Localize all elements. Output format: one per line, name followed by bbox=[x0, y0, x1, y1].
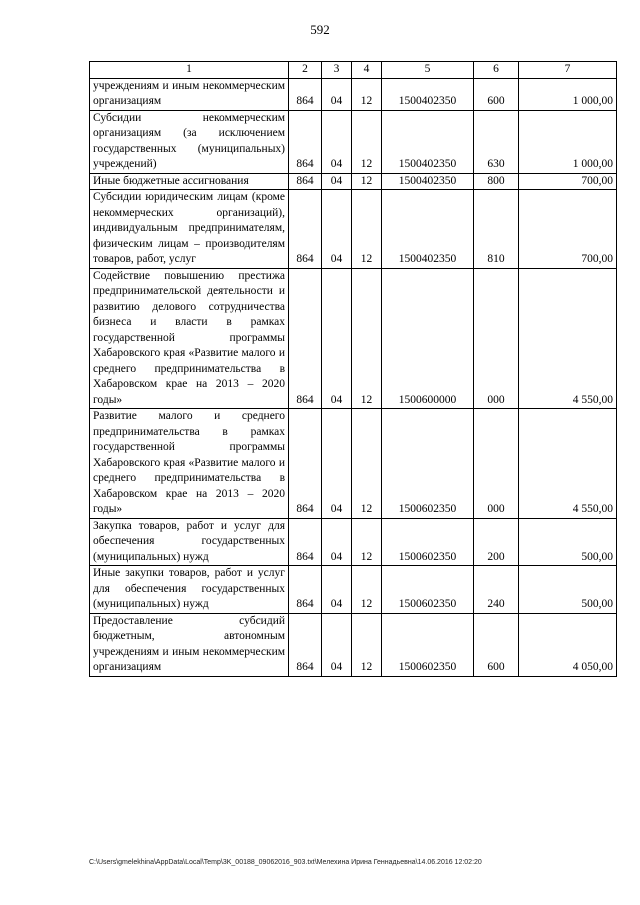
row-name-cell: Содействие повышению престижа предпринимательской деятельности и развитию делового сотрудничества бизнеса и власти в рамках государственной программы Хабаровского края «Развитие малого и среднего предпринимательства в Хабаровском крае на 2013 – 2020 годы» bbox=[90, 268, 289, 409]
target-article-cell: 1500600000 bbox=[382, 268, 474, 409]
subsection-cell: 12 bbox=[352, 409, 382, 519]
admin-code-cell: 864 bbox=[289, 173, 322, 190]
amount-cell: 500,00 bbox=[519, 566, 617, 614]
admin-code-cell: 864 bbox=[289, 78, 322, 110]
admin-code-cell: 864 bbox=[289, 518, 322, 566]
row-name-cell: Развитие малого и среднего предпринимательства в рамках государственной программы Хабаровского края «Развитие малого и среднего предпринимательства в Хабаровском крае на 2013 – 2020 годы» bbox=[90, 409, 289, 519]
amount-cell: 4 550,00 bbox=[519, 409, 617, 519]
column-header: 2 bbox=[289, 62, 322, 79]
expense-type-cell: 630 bbox=[474, 110, 519, 173]
target-article-cell: 1500402350 bbox=[382, 190, 474, 269]
admin-code-cell: 864 bbox=[289, 566, 322, 614]
amount-cell: 500,00 bbox=[519, 518, 617, 566]
section-cell: 04 bbox=[322, 409, 352, 519]
section-cell: 04 bbox=[322, 190, 352, 269]
table-row bbox=[90, 173, 617, 190]
section-cell: 04 bbox=[322, 78, 352, 110]
section-cell: 04 bbox=[322, 518, 352, 566]
table-row bbox=[90, 190, 617, 269]
expense-type-cell: 800 bbox=[474, 173, 519, 190]
row-name-cell: Иные закупки товаров, работ и услуг для обеспечения государственных (муниципальных) нужд bbox=[90, 566, 289, 614]
row-name-cell: Предоставление субсидий бюджетным, автономным учреждениям и иным некоммерческим организациям bbox=[90, 613, 289, 676]
table-row bbox=[90, 409, 617, 519]
section-cell: 04 bbox=[322, 110, 352, 173]
column-header: 5 bbox=[382, 62, 474, 79]
table-row bbox=[90, 518, 617, 566]
subsection-cell: 12 bbox=[352, 518, 382, 566]
column-header: 1 bbox=[90, 62, 289, 79]
amount-cell: 700,00 bbox=[519, 173, 617, 190]
expense-type-cell: 200 bbox=[474, 518, 519, 566]
row-name-cell: Закупка товаров, работ и услуг для обеспечения государственных (муниципальных) нужд bbox=[90, 518, 289, 566]
page-number: 592 bbox=[310, 22, 330, 37]
target-article-cell: 1500402350 bbox=[382, 173, 474, 190]
row-name-cell: Иные бюджетные ассигнования bbox=[90, 173, 289, 190]
target-article-cell: 1500402350 bbox=[382, 78, 474, 110]
expense-type-cell: 000 bbox=[474, 409, 519, 519]
table-row bbox=[90, 268, 617, 409]
column-header: 6 bbox=[474, 62, 519, 79]
column-header: 4 bbox=[352, 62, 382, 79]
admin-code-cell: 864 bbox=[289, 409, 322, 519]
amount-cell: 4 550,00 bbox=[519, 268, 617, 409]
amount-cell: 1 000,00 bbox=[519, 78, 617, 110]
row-name-cell: Субсидии юридическим лицам (кроме некоммерческих организаций), индивидуальным предпринимателям, физическим лицам – производителям товаров, работ, услуг bbox=[90, 190, 289, 269]
expense-type-cell: 000 bbox=[474, 268, 519, 409]
subsection-cell: 12 bbox=[352, 78, 382, 110]
target-article-cell: 1500602350 bbox=[382, 566, 474, 614]
admin-code-cell: 864 bbox=[289, 190, 322, 269]
file-path-footer: C:\Users\gmelekhina\AppData\Local\Temp\3K_00188_09062016_903.txt\Мелехина Ирина Геннадьевна\14.06.2016 12:02:20 bbox=[89, 859, 482, 866]
table-row bbox=[90, 566, 617, 614]
table-row bbox=[90, 78, 617, 110]
expense-type-cell: 240 bbox=[474, 566, 519, 614]
target-article-cell: 1500602350 bbox=[382, 518, 474, 566]
section-cell: 04 bbox=[322, 613, 352, 676]
target-article-cell: 1500602350 bbox=[382, 409, 474, 519]
subsection-cell: 12 bbox=[352, 566, 382, 614]
subsection-cell: 12 bbox=[352, 110, 382, 173]
row-name-cell: учреждениям и иным некоммерческим организациям bbox=[90, 78, 289, 110]
column-header: 7 bbox=[519, 62, 617, 79]
table-row bbox=[90, 110, 617, 173]
subsection-cell: 12 bbox=[352, 268, 382, 409]
amount-cell: 4 050,00 bbox=[519, 613, 617, 676]
row-name-cell: Субсидии некоммерческим организациям (за исключением государственных (муниципальных) учреждений) bbox=[90, 110, 289, 173]
table-row bbox=[90, 613, 617, 676]
table-header-row bbox=[90, 62, 617, 79]
section-cell: 04 bbox=[322, 173, 352, 190]
target-article-cell: 1500602350 bbox=[382, 613, 474, 676]
target-article-cell: 1500402350 bbox=[382, 110, 474, 173]
expense-type-cell: 810 bbox=[474, 190, 519, 269]
column-header: 3 bbox=[322, 62, 352, 79]
expense-type-cell: 600 bbox=[474, 613, 519, 676]
admin-code-cell: 864 bbox=[289, 110, 322, 173]
subsection-cell: 12 bbox=[352, 190, 382, 269]
section-cell: 04 bbox=[322, 268, 352, 409]
amount-cell: 700,00 bbox=[519, 190, 617, 269]
expense-type-cell: 600 bbox=[474, 78, 519, 110]
section-cell: 04 bbox=[322, 566, 352, 614]
admin-code-cell: 864 bbox=[289, 613, 322, 676]
subsection-cell: 12 bbox=[352, 613, 382, 676]
subsection-cell: 12 bbox=[352, 173, 382, 190]
budget-table bbox=[89, 61, 617, 677]
amount-cell: 1 000,00 bbox=[519, 110, 617, 173]
admin-code-cell: 864 bbox=[289, 268, 322, 409]
